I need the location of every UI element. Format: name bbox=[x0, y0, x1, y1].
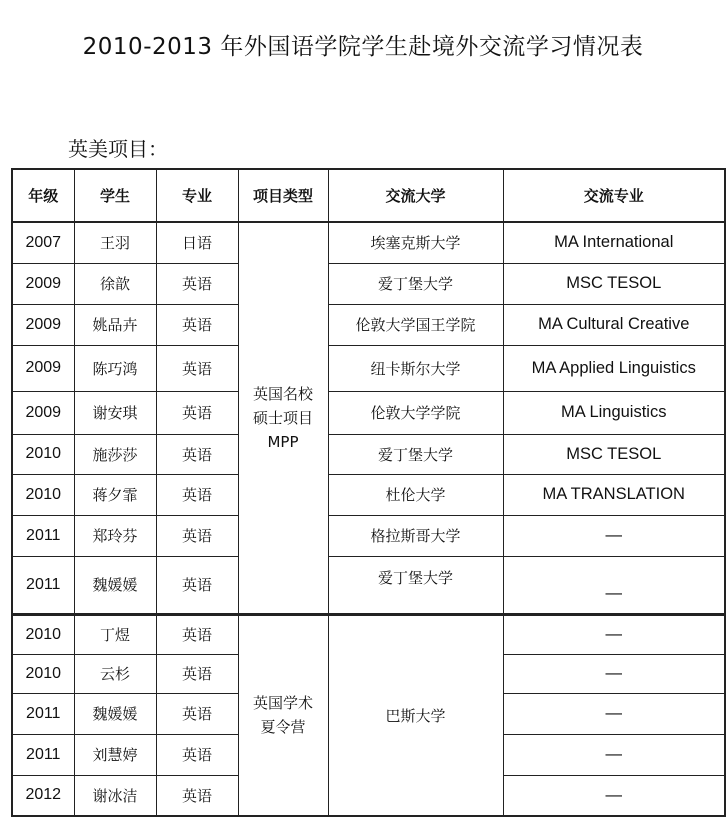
student-cell: 刘慧婷 bbox=[74, 734, 156, 775]
table-row bbox=[12, 263, 725, 304]
program-cell: MA Applied Linguistics bbox=[503, 345, 725, 391]
year-cell: 2011 bbox=[12, 556, 74, 614]
project-type-cell-mpp bbox=[238, 222, 328, 614]
program-cell: MA International bbox=[503, 222, 725, 263]
table-row bbox=[12, 474, 725, 515]
major-cell: 英语 bbox=[156, 434, 238, 474]
university-cell-bath: 巴斯大学 bbox=[328, 614, 503, 816]
student-cell: 云杉 bbox=[74, 654, 156, 693]
university-cell: 埃塞克斯大学 bbox=[328, 222, 503, 263]
program-cell: — bbox=[503, 556, 725, 614]
university-cell: 纽卡斯尔大学 bbox=[328, 345, 503, 391]
student-cell: 施莎莎 bbox=[74, 434, 156, 474]
major-cell: 英语 bbox=[156, 614, 238, 654]
university-cell: 伦敦大学学院 bbox=[328, 391, 503, 434]
university-cell: 格拉斯哥大学 bbox=[328, 515, 503, 556]
year-cell: 2009 bbox=[12, 263, 74, 304]
header-year: 年级 bbox=[12, 169, 74, 222]
university-cell: 爱丁堡大学 bbox=[328, 556, 503, 614]
year-cell: 2010 bbox=[12, 654, 74, 693]
year-cell: 2009 bbox=[12, 304, 74, 345]
year-cell: 2007 bbox=[12, 222, 74, 263]
year-cell: 2009 bbox=[12, 345, 74, 391]
table-row bbox=[12, 556, 725, 614]
project-type-line: 夏令营 bbox=[260, 718, 306, 737]
year-cell: 2010 bbox=[12, 614, 74, 654]
major-cell: 英语 bbox=[156, 775, 238, 816]
major-cell: 英语 bbox=[156, 345, 238, 391]
year-cell: 2011 bbox=[12, 515, 74, 556]
major-cell: 英语 bbox=[156, 515, 238, 556]
table-row bbox=[12, 515, 725, 556]
university-cell: 爱丁堡大学 bbox=[328, 434, 503, 474]
program-cell: MA Cultural Creative bbox=[503, 304, 725, 345]
year-cell: 2009 bbox=[12, 391, 74, 434]
student-cell: 丁煜 bbox=[74, 614, 156, 654]
program-cell: MA TRANSLATION bbox=[503, 474, 725, 515]
header-row bbox=[12, 169, 725, 222]
program-cell: MSC TESOL bbox=[503, 263, 725, 304]
project-type-line: 英国名校 bbox=[252, 384, 313, 403]
table-row bbox=[12, 614, 725, 654]
student-cell: 姚品卉 bbox=[74, 304, 156, 345]
table-row bbox=[12, 304, 725, 345]
program-cell: — bbox=[503, 654, 725, 693]
year-cell: 2011 bbox=[12, 693, 74, 734]
student-cell: 蒋夕霏 bbox=[74, 474, 156, 515]
year-cell: 2011 bbox=[12, 734, 74, 775]
program-cell: MA Linguistics bbox=[503, 391, 725, 434]
table-row bbox=[12, 391, 725, 434]
project-type-cell-summer-camp bbox=[238, 614, 328, 816]
program-cell: — bbox=[503, 515, 725, 556]
major-cell: 英语 bbox=[156, 693, 238, 734]
project-type-line: 英国学术 bbox=[252, 694, 313, 713]
program-cell: — bbox=[503, 775, 725, 816]
year-cell: 2010 bbox=[12, 474, 74, 515]
university-cell: 伦敦大学国王学院 bbox=[328, 304, 503, 345]
header-project-type: 项目类型 bbox=[238, 169, 328, 222]
student-cell: 徐歆 bbox=[74, 263, 156, 304]
student-cell: 魏媛媛 bbox=[74, 556, 156, 614]
major-cell: 英语 bbox=[156, 474, 238, 515]
program-cell: — bbox=[503, 614, 725, 654]
header-university: 交流大学 bbox=[328, 169, 503, 222]
section-heading: 英美项目： bbox=[68, 137, 168, 161]
major-cell: 英语 bbox=[156, 304, 238, 345]
program-cell: MSC TESOL bbox=[503, 434, 725, 474]
university-cell: 杜伦大学 bbox=[328, 474, 503, 515]
table-row bbox=[12, 222, 725, 263]
student-cell: 王羽 bbox=[74, 222, 156, 263]
header-major: 专业 bbox=[156, 169, 238, 222]
year-cell: 2010 bbox=[12, 434, 74, 474]
major-cell: 英语 bbox=[156, 263, 238, 304]
major-cell: 日语 bbox=[156, 222, 238, 263]
major-cell: 英语 bbox=[156, 654, 238, 693]
student-cell: 谢冰洁 bbox=[74, 775, 156, 816]
header-student: 学生 bbox=[74, 169, 156, 222]
project-type-line: 硕士项目 bbox=[252, 408, 313, 427]
document-title: 2010-2013 年外国语学院学生赴境外交流学习情况表 bbox=[82, 34, 644, 60]
major-cell: 英语 bbox=[156, 734, 238, 775]
exchange-table bbox=[11, 168, 726, 817]
year-cell: 2012 bbox=[12, 775, 74, 816]
student-cell: 谢安琪 bbox=[74, 391, 156, 434]
program-cell: — bbox=[503, 693, 725, 734]
program-cell: — bbox=[503, 734, 725, 775]
major-cell: 英语 bbox=[156, 391, 238, 434]
student-cell: 郑玲芬 bbox=[74, 515, 156, 556]
university-cell: 爱丁堡大学 bbox=[328, 263, 503, 304]
header-program: 交流专业 bbox=[503, 169, 725, 222]
table-row bbox=[12, 345, 725, 391]
major-cell: 英语 bbox=[156, 556, 238, 614]
project-type-line: MPP bbox=[267, 432, 299, 451]
table-row bbox=[12, 434, 725, 474]
student-cell: 魏媛媛 bbox=[74, 693, 156, 734]
student-cell: 陈巧鸿 bbox=[74, 345, 156, 391]
